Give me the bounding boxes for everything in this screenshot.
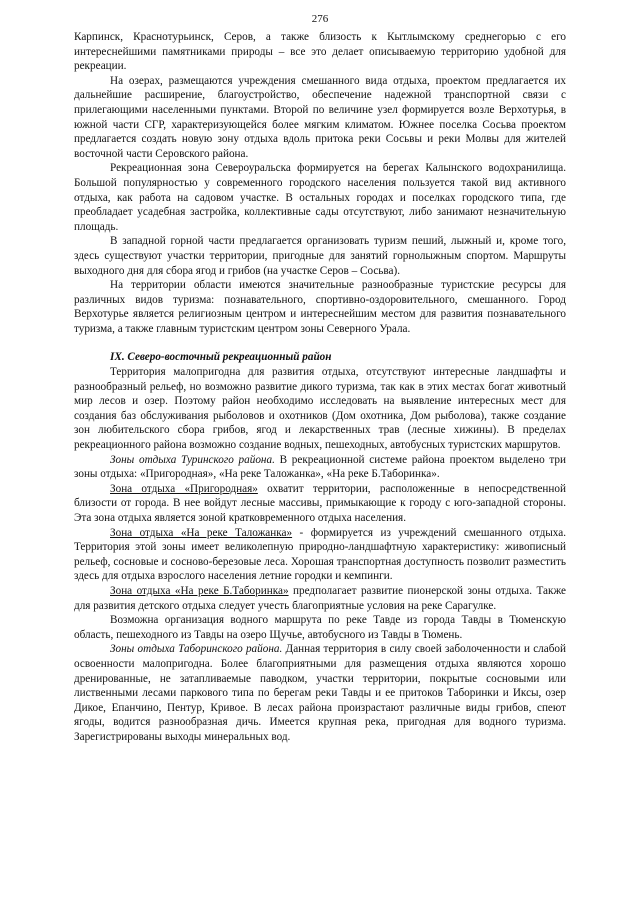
paragraph-text: охватит территории, расположенные в непосредственной близости от города. В нее войдут лесные массивы, примыкающие к городу с юго-западной стороны. Эта зона отдыха является зоной кратковременного отдыха населения. [74,482,566,524]
underlined-lead: Зона отдыха «На реке Таложанка» [110,526,293,539]
paragraph: На территории области имеются значительные разнообразные туристские ресурсы для различных видов туризма: познавательного, спортивно-оздоровительного, смешанного. Город Верхотурье является религиозным центром и интереснейшим местом для развития познавательного туризма, а также главным туристским центром зоны Северного Урала. [74,279,566,335]
paragraph-text: В рекреационной системе района проектом выделено три зоны отдыха: «Пригородная», «На реке Таложанка», «На реке Б.Таборинка». [74,453,566,481]
paragraph-turinsky [74,453,566,482]
paragraph-text: Данная территория в силу своей заболоченности и слабой освоенности малопригодна. Более благоприятными для размещения отдыха являются хорошо дренированные, не затапливаемые паводком, участки территории, покрытые сосновыми или лиственными лесами паркового типа по берегам реки Тавды и ее притоков Таборинки и Иксы, озер Дикое, Епанчино, Пентур, Кривое. В лесах района произрастают различные виды грибов, спеют ягоды, водится разнообразная дичь. Имеется крупная река, пригодная для водного туризма. Зарегистрированы выходы минеральных вод. [74,643,566,743]
paragraph: Рекреационная зона Североуральска формируется на берегах Калынского водохранилища. Большой популярностью у современного городского населения пользуется такой вид активного отдыха, как работа на садовом участке. В остальных городах и поселках городского типа, где преобладает усадебная застройка, коллективные сады отсутствуют, либо занимают незначительную площадь. [74,162,566,233]
paragraph-text: предполагает развитие пионерской зоны отдыха. Также для развития детского отдыха следует учесть благоприятные условия на реке Сарагулке. [74,584,566,612]
paragraph: На озерах, размещаются учреждения смешанного вида отдыха, проектом предлагается их дальнейшие расширение, благоустройство, обеспечение надежной транспортной связи с прилегающими населенными пунктами. Второй по величине узел формируется возле Верхотурья, в южной части СГР, характеризующейся более мягким климатом. Южнее поселка Сосьва проектом предлагается создать новую зону отдыха вдоль притока реки Сосьвы и реки Молвы для жителей восточной части Серовского района. [74,74,566,160]
paragraph-prigorodnaya [74,482,566,526]
underlined-lead: Зона отдыха «На реке Б.Таборинка» [110,584,289,597]
paragraph-talozhanka [74,526,566,584]
page-number: 276 [311,13,329,25]
paragraph-taborinka [74,584,566,613]
page-content [74,30,566,745]
paragraph-text: - формируется из учреждений смешанного отдыха. Территория этой зоны имеет великолепную природно-ландшафтную характеристику: живописный рельеф, сосновые и сосново-березовые леса. Хорошая транспортная доступность позволит разместить здесь для отдыха взрослого населения летние городки и кемпинги. [74,526,566,583]
paragraph: Карпинск, Краснотурьинск, Серов, а также близость к Кытлымскому среднегорью с его интереснейшими памятниками природы – все это делает описываемую территорию удобной для рекреации. [74,31,566,73]
paragraph: В западной горной части предлагается организовать туризм пеший, лыжный и, кроме того, здесь существуют участки территории, пригодные для занятий горнолыжным спортом. Маршруты выходного дня для сбора ягод и грибов (на участке Серов – Сосьва). [74,235,566,277]
paragraph: Возможна организация водного маршрута по реке Тавде из города Тавды в Тюменскую область, пешеходного из Тавды на озеро Щучье, автобусного из Тавды в Тюмень. [74,614,566,641]
paragraph: Территория малопригодна для развития отдыха, отсутствуют интересные ландшафты и разнообразный рельеф, но возможно развитие дикого туризма, так как в этих местах богат животный мир лесов и озер. Поэтому район необходимо исследовать на выявление интересных мест для создания баз обслуживания рыболовов и охотников (Дом охотника, Дом рыболова), также создание зон любительского сбора грибов, ягод и лекарственных трав (лесные хижины). В пределах рекреационного района возможно создание водных, пешеходных, автобусных туристских маршрутов. [74,366,566,452]
section-heading: IX. Северо-восточный рекреационный район [110,351,332,364]
italic-lead: Зоны отдыха Туринского района. [110,453,275,466]
paragraph-taborinsky [74,642,566,744]
italic-lead: Зоны отдыха Таборинского района. [110,643,283,656]
underlined-lead: Зона отдыха «Пригородная» [110,482,258,495]
